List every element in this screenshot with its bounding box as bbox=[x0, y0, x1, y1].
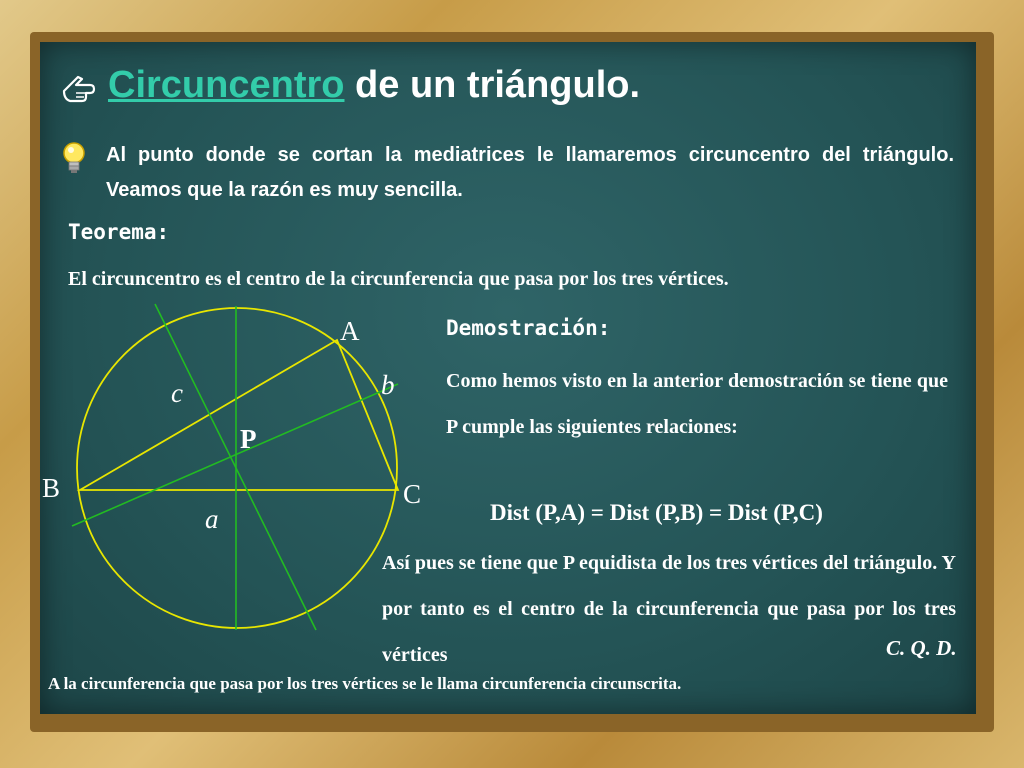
side-label-a: a bbox=[205, 504, 219, 534]
title-rest: de un triángulo. bbox=[355, 64, 641, 106]
mediatriz-b bbox=[72, 384, 398, 526]
conclusion-text: Así pues se tiene que P equidista de los tres vértices del triángulo. Y por tanto es el centro de la circunferencia que pasa por los tres vértices bbox=[382, 552, 956, 666]
distance-relation: Dist (P,A) = Dist (P,B) = Dist (P,C) bbox=[490, 500, 823, 525]
vertex-label-c: C bbox=[403, 479, 422, 509]
footer-note: A la circunferencia que pasa por los tres vértices se le llama circunferencia circunscrita. bbox=[48, 674, 682, 693]
cqd-mark: C. Q. D. bbox=[886, 636, 957, 660]
demostracion-text: Como hemos visto en la anterior demostración se tiene que P cumple las siguientes relaciones: bbox=[446, 370, 948, 438]
teorema-statement: El circuncentro es el centro de la circunferencia que pasa por los tres vértices. bbox=[68, 268, 729, 290]
intro-paragraph: Al punto donde se cortan la mediatrices le llamaremos circuncentro del triángulo. Veamos que la razón es muy sencilla. bbox=[106, 144, 954, 201]
point-label-p: P bbox=[240, 424, 257, 454]
teorema-heading: Teorema: bbox=[68, 220, 170, 244]
side-label-c: c bbox=[171, 378, 183, 408]
vertex-label-b: B bbox=[42, 473, 61, 503]
circumscribed-circle bbox=[77, 308, 397, 628]
title-link-circuncentro[interactable]: Circuncentro bbox=[108, 64, 345, 106]
demostracion-heading: Demostración: bbox=[446, 316, 611, 340]
side-label-b: b bbox=[381, 370, 395, 400]
vertex-label-a: A bbox=[340, 316, 360, 346]
triangle-abc bbox=[80, 340, 398, 490]
